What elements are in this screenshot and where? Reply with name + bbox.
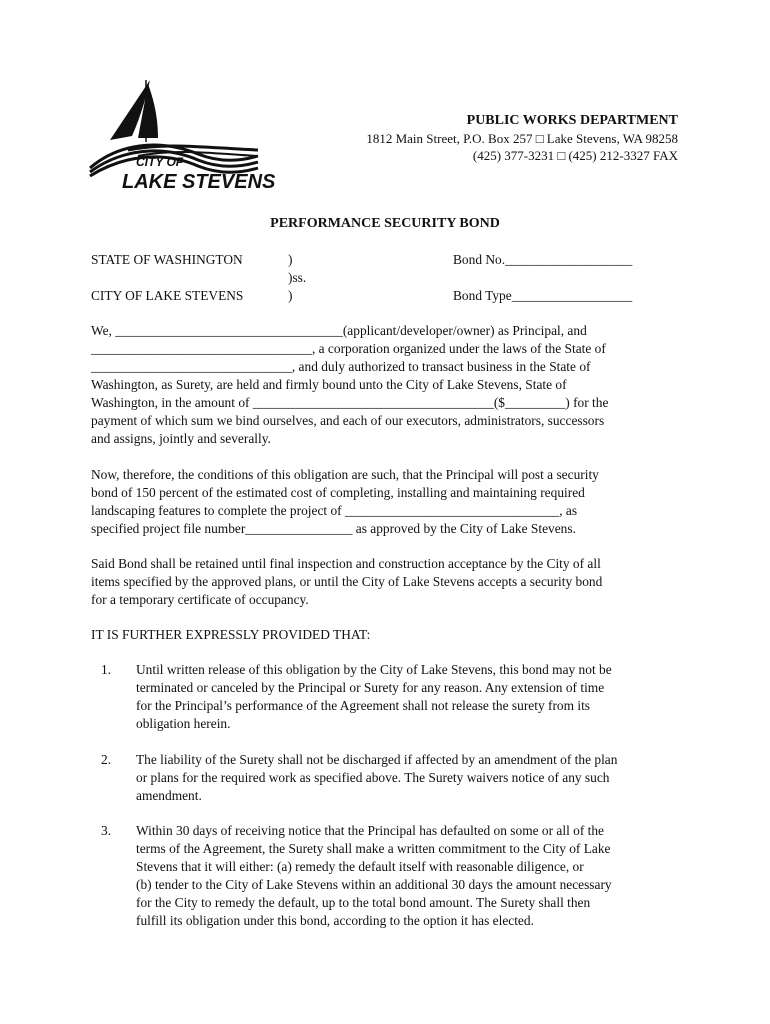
text-line: bond of 150 percent of the estimated cost of completing, installing and maintaining required [91,485,585,500]
city-label: CITY OF LAKE STEVENS [91,288,244,303]
text-line: The liability of the Surety shall not be discharged if affected by an amendment of the plan [136,752,618,767]
text-line: amendment. [136,788,202,803]
jurisdiction-block [91,251,681,305]
text-line: for the City to remedy the default, up to the total bond amount. The Surety shall then [136,895,591,910]
text-line: _________________________________, a corporation organized under the laws of the State of [91,341,606,356]
paragraph-provided [91,626,681,644]
paren-top: ) [288,252,293,267]
text-line: terminated or canceled by the Principal or Surety for any reason. Any extension of time [136,680,605,695]
text-line: (b) tender to the City of Lake Stevens within an additional 30 days the amount necessary [136,877,612,892]
paragraph-retention [91,555,681,609]
provision-2 [91,751,681,805]
text-line: specified project file number________________ as approved by the City of Lake Stevens. [91,521,576,536]
state-label: STATE OF WASHINGTON [91,252,243,267]
text-line: for a temporary certificate of occupancy. [91,592,309,607]
text-line: terms of the Agreement, the Surety shall make a written commitment to the City of Lake [136,841,611,856]
text-line: Washington, in the amount of ____________________________________($_________) for the [91,395,609,410]
text-line: or plans for the required work as specified above. The Surety waivers notice of any such [136,770,610,785]
text-line: for the Principal’s performance of the Agreement shall not release the surety from its [136,698,591,713]
bond-type-field: Bond Type__________________ [453,288,633,303]
text-line: We, __________________________________(applicant/developer/owner) as Principal, and [91,323,587,338]
text-line: Stevens that it will either: (a) remedy the default itself with reasonable diligence, or [136,859,584,874]
text-line: ______________________________, and duly authorized to transact business in the State of [91,359,591,374]
document-title: PERFORMANCE SECURITY BOND [270,216,500,231]
address-line: 1812 Main Street, P.O. Box 257 □ Lake Stevens, WA 98258 [366,131,678,146]
text-line: Now, therefore, the conditions of this obligation are such, that the Principal will post a security [91,467,599,482]
text-line: items specified by the approved plans, or until the City of Lake Stevens accepts a security bond [91,574,603,589]
provision-3 [91,822,681,930]
paragraph-conditions [91,466,681,538]
item-number: 1. [101,662,112,677]
phone-line: (425) 377-3231 □ (425) 212-3327 FAX [472,148,678,163]
provision-1 [91,661,681,733]
item-number: 2. [101,752,112,767]
logo-lake-stevens: LAKE STEVENS [122,171,276,193]
sailboat-icon [88,78,276,194]
text-line: and assigns, jointly and severally. [91,431,271,446]
city-logo [88,78,276,194]
text-line: payment of which sum we bind ourselves, and each of our executors, administrators, successors [91,413,605,428]
text-line: Said Bond shall be retained until final inspection and construction acceptance by the City of all [91,556,601,571]
text-line: landscaping features to complete the project of ________________________________, as [91,503,578,518]
department-name: PUBLIC WORKS DEPARTMENT [466,113,678,128]
paren-bottom: ) [288,288,293,303]
ss-mark: )ss. [288,270,307,285]
text-line: Washington, as Surety, are held and firmly bound unto the City of Lake Stevens, State of [91,377,567,392]
paragraph-parties [91,322,681,448]
bond-number-field: Bond No.___________________ [453,252,633,267]
item-number: 3. [101,823,112,838]
text-line: Until written release of this obligation by the City of Lake Stevens, this bond may not be [136,662,612,677]
text-line: obligation herein. [136,716,231,731]
text-line: fulfill its obligation under this bond, according to the option it has elected. [136,913,534,928]
logo-city-of: CITY OF [136,155,184,169]
letterhead [366,111,678,164]
text-line: IT IS FURTHER EXPRESSLY PROVIDED THAT: [91,627,371,642]
text-line: Within 30 days of receiving notice that the Principal has defaulted on some or all of the [136,823,604,838]
